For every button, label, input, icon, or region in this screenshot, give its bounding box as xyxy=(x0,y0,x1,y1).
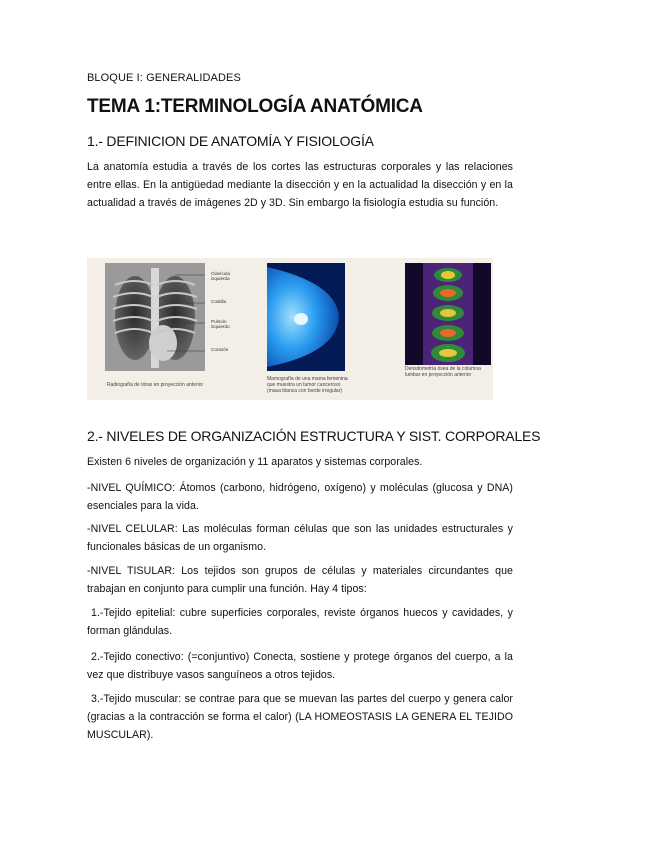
section-1-heading: 1.- DEFINICION DE ANATOMÍA Y FISIOLOGÍA xyxy=(87,133,374,149)
xray-label-1: Clavícula izquierda xyxy=(211,271,230,281)
densitometry-caption: Densitometría ósea de la columna lumbar en proyección anterior xyxy=(405,366,481,378)
tejido-epitelial-paragraph: 1.-Tejido epitelial: cubre superficies corporales, reviste órganos huecos y cavidades, y forman glándulas. xyxy=(87,607,513,637)
nivel-quimico-paragraph: -NIVEL QUÍMICO: Átomos (carbono, hidrógeno, oxígeno) y moléculas (glucosa y DNA) esenciales para la vida. xyxy=(87,482,513,512)
nivel-tisular-paragraph: -NIVEL TISULAR: Los tejidos son grupos de células y materiales circundantes que trabajan en conjunto para cumplir una función. Hay 4 tipos: xyxy=(87,565,513,595)
mammography-image xyxy=(267,263,345,371)
xray-label-4: Corazón xyxy=(211,347,229,352)
mammography-caption: Mamografía de una mama femenina que muestra un tumor canceroso (masa blanca con borde irregular) xyxy=(267,376,348,394)
section-2-heading: 2.- NIVELES DE ORGANIZACIÓN ESTRUCTURA Y SIST. CORPORALES xyxy=(87,428,541,444)
page-title: TEMA 1:TERMINOLOGÍA ANATÓMICA xyxy=(87,96,423,117)
tejido-conectivo-paragraph: 2.-Tejido conectivo: (=conjuntivo) Conecta, sostiene y protege órganos del cuerpo, a la vez que distribuye vasos sanguíneos a otros tejidos. xyxy=(87,651,513,681)
tejido-muscular-paragraph: 3.-Tejido muscular: se contrae para que se muevan las partes del cuerpo y genera calor (gracias a la contracción se forma el calor) (LA HOMEOSTASIS LA GENERA EL TEJIDO MUSCULAR). xyxy=(87,693,513,741)
section-1-paragraph: La anatomía estudia a través de los cortes las estructuras corporales y las relaciones entre ellas. En la antigüedad mediante la disección y en la actualidad la disección y en la actualidad a través de imágenes 2D y 3D. Sin embargo la fisiología estudia su función. xyxy=(87,161,513,209)
xray-label-2: Costilla xyxy=(211,299,227,304)
medical-images-figure xyxy=(87,258,493,400)
chest-xray-image xyxy=(105,263,205,371)
nivel-celular-paragraph: -NIVEL CELULAR: Las moléculas forman células que son las unidades estructurales y funcionales básicas de un organismo. xyxy=(87,523,513,553)
xray-caption: Radiografía de tórax en proyección anterior xyxy=(107,382,204,388)
section-2-intro: Existen 6 niveles de organización y 11 aparatos y sistemas corporales. xyxy=(87,456,423,468)
block-label: BLOQUE I: GENERALIDADES xyxy=(87,72,241,84)
xray-label-3: Pulmón izquierdo xyxy=(211,319,230,329)
densitometry-image xyxy=(405,263,491,365)
